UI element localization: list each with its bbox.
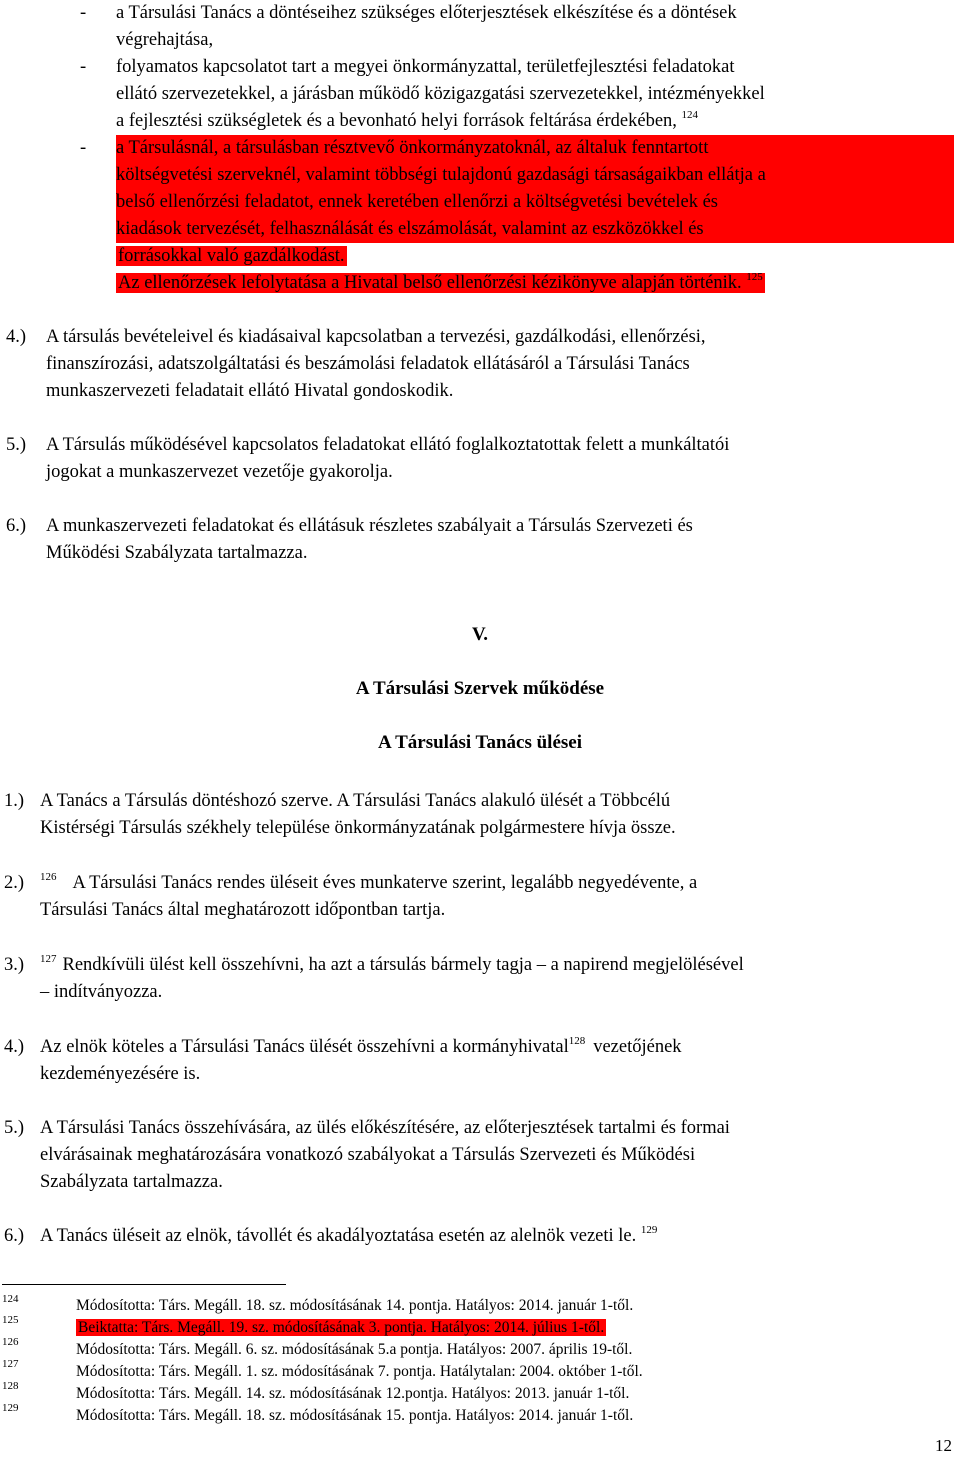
para-number: 5.) <box>4 1118 25 1138</box>
footnote-ref[interactable]: 127 <box>40 953 57 965</box>
text-line <box>116 270 954 297</box>
footnote-ref[interactable]: 125 <box>746 271 763 283</box>
list-dash: - <box>80 57 87 77</box>
text-segment: A Társulási Tanács rendes üléseit éves munkaterve szerint, legalább negyedévente, a <box>72 873 698 893</box>
text-line <box>4 1223 954 1250</box>
footnote-text: Módosította: Társ. Megáll. 14. sz. módosításának 12.pontja. Hatályos: 2013. január 1-től. <box>76 1385 630 1402</box>
footnote-text: Módosította: Társ. Megáll. 18. sz. módosításának 14. pontja. Hatályos: 2014. január 1-től. <box>76 1297 634 1314</box>
highlighted-line: kiadások tervezését, felhasználását és elszámolását, valamint az eszközökkel és <box>116 216 954 243</box>
text-segment: A Tanács üléseit az elnök, távollét és akadályoztatása esetén az alelnök vezeti le. <box>40 1226 637 1246</box>
text-line: Szabályzata tartalmazza. <box>40 1172 223 1192</box>
text-line: jogokat a munkaszervezet vezetője gyakorolja. <box>46 462 393 482</box>
para-number: 2.) <box>4 873 25 893</box>
highlighted-line: belső ellenőrzési feladatot, ennek keretében ellenőrzi a költségvetési bevételek és <box>116 189 954 216</box>
text-line <box>6 513 954 540</box>
text-line <box>4 870 954 897</box>
text-segment: a fejlesztési szükségletek és a bevonható helyi források feltárása érdekében, <box>116 111 677 131</box>
paragraph-4 <box>6 324 954 405</box>
text-segment: A társulás bevételeivel és kiadásaival kapcsolatban a tervezési, gazdálkodási, ellenőrzési, <box>46 327 706 347</box>
text-line: Társulási Tanács által meghatározott időpontban tartja. <box>40 900 446 920</box>
text-line: Működési Szabályzata tartalmazza. <box>46 543 308 563</box>
paragraph-b4 <box>4 1034 954 1088</box>
list-item-3-highlighted <box>116 135 954 297</box>
footnote-number: 125 <box>2 1314 19 1326</box>
chapter-number: V. <box>471 624 489 645</box>
section-title: A Társulási Tanács ülései <box>378 732 582 753</box>
highlighted-line: költségvetési szerveknél, valamint többségi tulajdonú gazdasági társaságaikban ellátja a <box>116 162 954 189</box>
text-line <box>4 1115 954 1142</box>
list-dash: - <box>80 3 87 23</box>
paragraph-b6 <box>4 1223 954 1250</box>
text-segment: A Tanács a Társulás döntéshozó szerve. A Társulási Tanács alakuló ülését a Többcélú <box>40 791 671 811</box>
chapter-title: A Társulási Szervek működése <box>355 678 605 699</box>
text-line <box>6 324 954 351</box>
footnote-number: 124 <box>2 1293 19 1305</box>
text-line <box>116 108 954 135</box>
footnote-ref[interactable]: 124 <box>681 109 699 121</box>
list-dash: - <box>80 138 87 158</box>
footnote-text: Módosította: Társ. Megáll. 18. sz. módosításának 15. pontja. Hatályos: 2014. január 1-től. <box>76 1407 634 1424</box>
paragraph-b1 <box>4 788 954 842</box>
footnote-number: 126 <box>2 1336 19 1348</box>
text-line: munkaszervezeti feladatait ellátó Hivatal gondoskodik. <box>46 381 454 401</box>
text-segment: vezetőjének <box>593 1037 682 1057</box>
list-item-1 <box>116 0 954 54</box>
para-number: 4.) <box>6 327 27 347</box>
para-number: 1.) <box>4 791 25 811</box>
para-number: 4.) <box>4 1037 25 1057</box>
footnote-separator <box>2 1284 286 1285</box>
text-line <box>4 788 954 815</box>
text-line <box>4 1034 954 1061</box>
paragraph-b5 <box>4 1115 954 1196</box>
highlighted-segment <box>116 273 765 293</box>
text-line <box>116 243 954 270</box>
text-segment: A munkaszervezeti feladatokat és ellátásuk részletes szabályait a Társulás Szervezeti és <box>46 516 693 536</box>
text-line: – indítványozza. <box>40 982 163 1002</box>
footnote-ref[interactable]: 129 <box>640 1224 658 1236</box>
text-line: folyamatos kapcsolatot tart a megyei önkormányzattal, területfejlesztési feladatokat <box>116 57 735 77</box>
text-segment: Az elnök köteles a Társulási Tanács ülését összehívni a kormányhivatal <box>40 1037 569 1057</box>
footnote-text: Módosította: Társ. Megáll. 1. sz. módosításának 7. pontja. Hatálytalan: 2004. október 1-től. <box>76 1363 643 1380</box>
text-line: végrehajtása, <box>116 30 214 50</box>
footnote-ref[interactable]: 126 <box>40 871 57 883</box>
text-line: finanszírozási, adatszolgáltatási és beszámolási feladatok ellátásáról a Társulási Tanács <box>46 354 690 374</box>
para-number: 6.) <box>4 1226 25 1246</box>
highlighted-segment: Beiktatta: Társ. Megáll. 19. sz. módosításának 3. pontja. Hatályos: 2014. július 1-től. <box>78 1319 605 1336</box>
text-segment: A Társulás működésével kapcsolatos feladatokat ellátó foglalkoztatottak felett a munkáltatói <box>46 435 730 455</box>
text-line: Kistérségi Társulás székhely települése önkormányzatának polgármestere hívja össze. <box>40 818 676 838</box>
footnote-number: 129 <box>2 1402 19 1414</box>
text-line: kezdeményezésére is. <box>40 1064 201 1084</box>
footnote-number: 128 <box>2 1380 19 1392</box>
text-line <box>4 952 954 979</box>
paragraph-5 <box>6 432 954 486</box>
paragraph-6 <box>6 513 954 567</box>
text-segment: Az ellenőrzések lefolytatása a Hivatal belső ellenőrzési kézikönyve alapján történik. <box>118 273 742 293</box>
text-line: elvárásainak meghatározására vonatkozó szabályokat a Társulás Szervezeti és Működési <box>40 1145 696 1165</box>
footnote-ref[interactable]: 128 <box>568 1035 586 1047</box>
page-number: 12 <box>935 1436 952 1455</box>
text-line: ellátó szervezetekkel, a járásban működő közigazgatási szervezetekkel, intézményekkel <box>116 84 765 104</box>
text-segment: Rendkívüli ülést kell összehívni, ha azt a társulás bármely tagja – a napirend megjelölésével <box>62 955 744 975</box>
footnote-text: Módosította: Társ. Megáll. 6. sz. módosításának 5.a pontja. Hatályos: 2007. április 19-től. <box>76 1341 633 1358</box>
paragraph-b2 <box>4 870 954 924</box>
text-line: a Társulási Tanács a döntéseihez szükséges előterjesztések elkészítése és a döntések <box>116 3 737 23</box>
text-line <box>6 432 954 459</box>
para-number: 5.) <box>6 435 27 455</box>
list-item-2 <box>116 54 954 135</box>
paragraph-b3 <box>4 952 954 1006</box>
para-number: 6.) <box>6 516 27 536</box>
highlighted-line: forrásokkal való gazdálkodást. <box>118 246 345 266</box>
text-segment: A Társulási Tanács összehívására, az ülés előkészítésére, az előterjesztések tartalmi és formai <box>40 1118 730 1138</box>
footnote-number: 127 <box>2 1358 19 1370</box>
para-number: 3.) <box>4 955 25 975</box>
highlighted-line: a Társulásnál, a társulásban résztvevő önkormányzatoknál, az általuk fenntartott <box>116 135 954 162</box>
footnote-text-highlighted <box>76 1318 606 1338</box>
